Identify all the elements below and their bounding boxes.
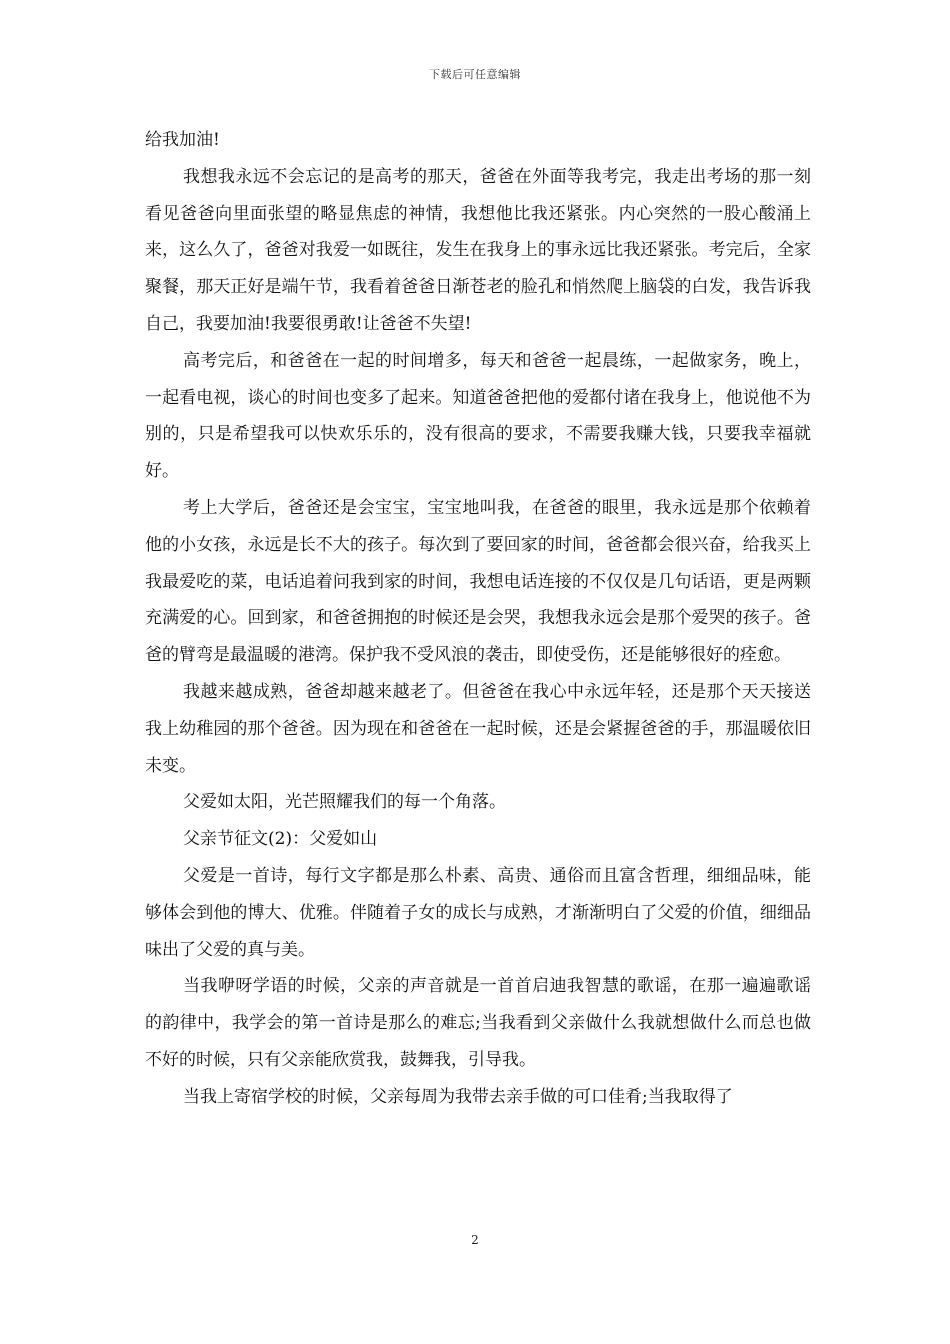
document-body [145, 122, 811, 1116]
paragraph: 我越来越成熟，爸爸却越来越老了。但爸爸在我心中永远年轻，还是那个天天接送我上幼稚园的那个爸爸。因为现在和爸爸在一起时候，还是会紧握爸爸的手，那温暖依旧未变。 [145, 681, 811, 776]
section-heading: 父亲节征文(2)：父爱如山 [183, 829, 378, 850]
paragraph: 考上大学后，爸爸还是会宝宝，宝宝地叫我，在爸爸的眼里，我永远是那个依赖着他的小女孩，永远是长不大的孩子。每次到了要回家的时间，爸爸都会很兴奋，给我买上我最爱吃的菜，电话追着问我到家的时间，我想电话连接的不仅仅是几句话语，更是两颗充满爱的心。回到家，和爸爸拥抱的时候还是会哭，我想我永远会是那个爱哭的孩子。爸爸的臂弯是最温暖的港湾。保护我不受风浪的袭击，即使受伤，还是能够很好的痊愈。 [145, 497, 811, 666]
paragraph: 高考完后，和爸爸在一起的时间增多，每天和爸爸一起晨练，一起做家务，晚上，一起看电视，谈心的时间也变多了起来。知道爸爸把他的爱都付诸在我身上，他说他不为别的，只是希望我可以快欢乐乐的，没有很高的要求，不需要我赚大钱，只要我幸福就好。 [145, 350, 811, 482]
paragraph: 父爱如太阳，光芒照耀我们的每一个角落。 [183, 792, 506, 813]
paragraph: 父爱是一首诗，每行文字都是那么朴素、高贵、通俗而且富含哲理，细细品味，能够体会到他的博大、优雅。伴随着子女的成长与成熟，才渐渐明白了父爱的价值，细细品味出了父爱的真与美。 [145, 865, 811, 960]
paragraph: 当我上寄宿学校的时候，父亲每周为我带去亲手做的可口佳肴;当我取得了 [183, 1086, 733, 1107]
paragraph: 给我加油! [145, 130, 220, 150]
page-header: 下载后可任意编辑 [429, 68, 521, 81]
page-number: 2 [471, 1233, 479, 1247]
paragraph: 当我咿呀学语的时候，父亲的声音就是一首首启迪我智慧的歌谣，在那一遍遍歌谣的韵律中，我学会的第一首诗是那么的难忘;当我看到父亲做什么我就想做什么而总也做不好的时候，只有父亲能欣赏我，鼓舞我，引导我。 [145, 976, 811, 1070]
paragraph: 我想我永远不会忘记的是高考的那天，爸爸在外面等我考完，我走出考场的那一刻看见爸爸向里面张望的略显焦虑的神情，我想他比我还紧张。内心突然的一股心酸涌上来，这么久了，爸爸对我爱一如既往，发生在我身上的事永远比我还紧张。考完后，全家聚餐，那天正好是端午节，我看着爸爸日渐苍老的脸孔和悄然爬上脑袋的白发，我告诉我自己，我要加油!我要很勇敢!让爸爸不失望! [145, 166, 811, 334]
